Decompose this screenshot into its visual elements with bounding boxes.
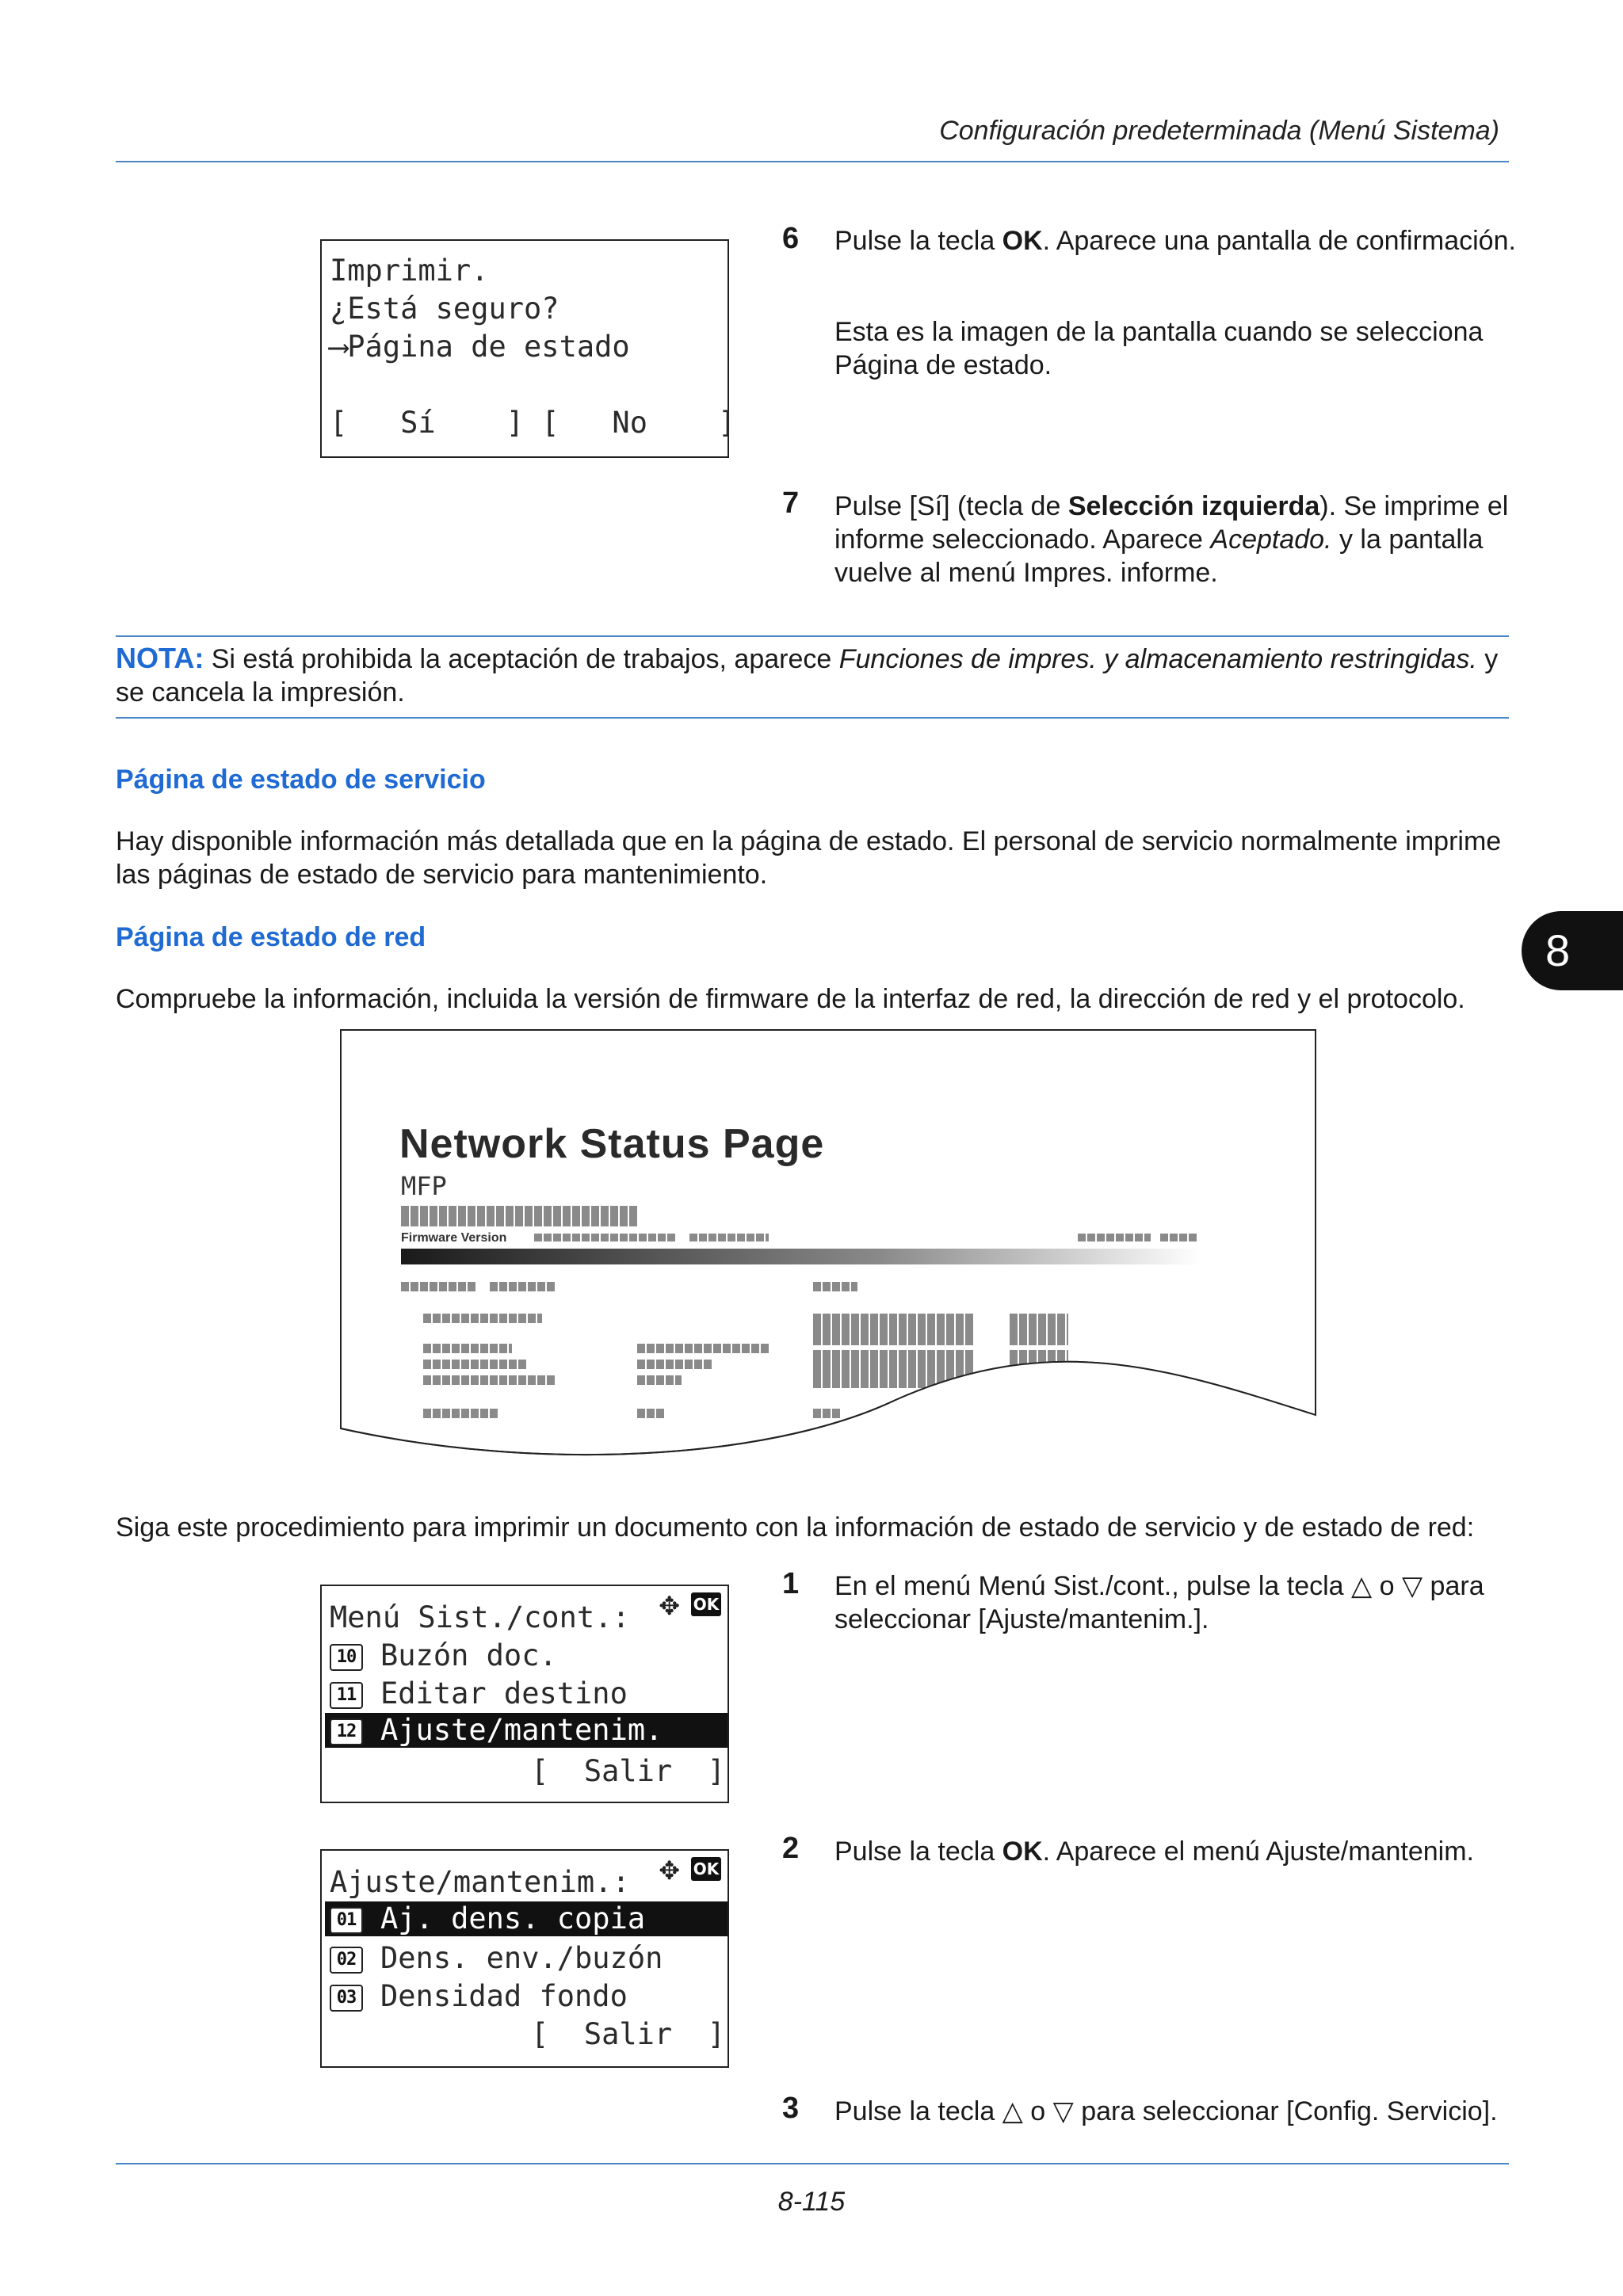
note-box: NOTA: Si está prohibida la aceptación de trabajos, aparece Funciones de impres. y almacenamiento restringidas. y se cancela la impresión. (116, 642, 1499, 707)
step-7-text: Pulse [Sí] (tecla de Selección izquierda). Se imprime el informe seleccionado. Aparece Aceptado. y la pantalla vuelve al menú Impres. informe. (834, 491, 1509, 588)
number-key-icon: 01 (330, 1907, 363, 1934)
lcd-exit-softkey: [ Salir ] (531, 1754, 726, 1788)
lcd-adjust-menu-screen (320, 1849, 729, 2068)
lcd-system-menu-screen (320, 1585, 729, 1803)
step-number: 7 (782, 486, 800, 520)
note-rule-top (116, 635, 1509, 637)
section-text-network: Compruebe la información, incluida la versión de firmware de la interfaz de red, la dirección de red y el protocolo. (116, 984, 1465, 1014)
lcd-menu-item: 10 Buzón doc. (330, 1638, 727, 1673)
section-heading-network: Página de estado de red (116, 922, 426, 952)
paper-curl-cover (339, 1028, 1318, 1480)
step-number: 3 (782, 2092, 800, 2125)
step-1-text: En el menú Menú Sist./cont., pulse la tecla △ o ▽ para seleccionar [Ajuste/mantenim.]. (834, 1571, 1484, 1634)
lcd-line: ⟶Página de estado (330, 330, 630, 364)
footer-rule (116, 2163, 1509, 2164)
note-rule-bottom (116, 717, 1509, 719)
lcd-menu-item: 03 Densidad fondo (330, 1979, 727, 2014)
page-number: 8-115 (777, 2187, 846, 2217)
lcd-menu-item: 02 Dens. env./buzón (330, 1941, 727, 1976)
header-rule (116, 161, 1509, 162)
number-key-icon: 02 (330, 1947, 363, 1974)
procedure-intro: Siga este procedimiento para imprimir un documento con la información de estado de servicio y de estado de red: (116, 1512, 1475, 1543)
arrow-keys-icon: ✥ (659, 1591, 680, 1621)
page-header-title: Configuración predeterminada (Menú Sistema) (939, 116, 1499, 146)
step-6-note: Esta es la imagen de la pantalla cuando se selecciona Página de estado. (834, 317, 1484, 380)
lcd-menu-item-selected: 12 Ajuste/mantenim. (325, 1713, 727, 1748)
section-text-service: Hay disponible información más detallada que en la página de estado. El personal de servicio normalmente imprime las páginas de estado de servicio para mantenimiento. (116, 826, 1502, 890)
number-key-icon: 12 (330, 1718, 363, 1745)
lcd-menu-item: 11 Editar destino (330, 1676, 727, 1711)
step-number: 2 (782, 1832, 800, 1865)
lcd-softkeys: [ Sí ] [ No ] (330, 406, 736, 440)
lcd-exit-softkey: [ Salir ] (531, 2017, 726, 2051)
step-2-text: Pulse la tecla OK. Aparece el menú Ajuste/mantenim. (834, 1836, 1474, 1867)
section-heading-service: Página de estado de servicio (116, 765, 486, 795)
network-status-page-illustration (339, 1028, 1318, 1480)
ok-key-icon: OK (691, 1592, 721, 1616)
lcd-line: Imprimir. (330, 254, 489, 288)
network-page-title: Network Status Page (399, 1121, 825, 1167)
step-3-text: Pulse la tecla △ o ▽ para seleccionar [Config. Servicio]. (834, 2096, 1498, 2126)
lcd-title: Ajuste/mantenim.: (330, 1865, 630, 1899)
firmware-version-label: Firmware Version (401, 1231, 507, 1245)
step-6-text: Pulse la tecla OK. Aparece una pantalla de confirmación. (834, 226, 1516, 256)
lcd-line: ¿Está seguro? (330, 292, 559, 326)
number-key-icon: 03 (330, 1985, 363, 2012)
number-key-icon: 10 (330, 1644, 363, 1671)
network-page-subtitle: MFP (401, 1171, 447, 1201)
chapter-tab: 8 (1522, 911, 1623, 990)
step-number: 1 (782, 1567, 800, 1600)
ok-key-icon: OK (691, 1857, 721, 1881)
number-key-icon: 11 (330, 1682, 363, 1709)
step-number: 6 (782, 222, 800, 255)
lcd-title: Menú Sist./cont.: (330, 1600, 630, 1634)
lcd-menu-item-selected: 01 Aj. dens. copia (325, 1901, 727, 1936)
lcd-confirm-screen (320, 239, 736, 458)
arrow-keys-icon: ✥ (659, 1855, 680, 1886)
